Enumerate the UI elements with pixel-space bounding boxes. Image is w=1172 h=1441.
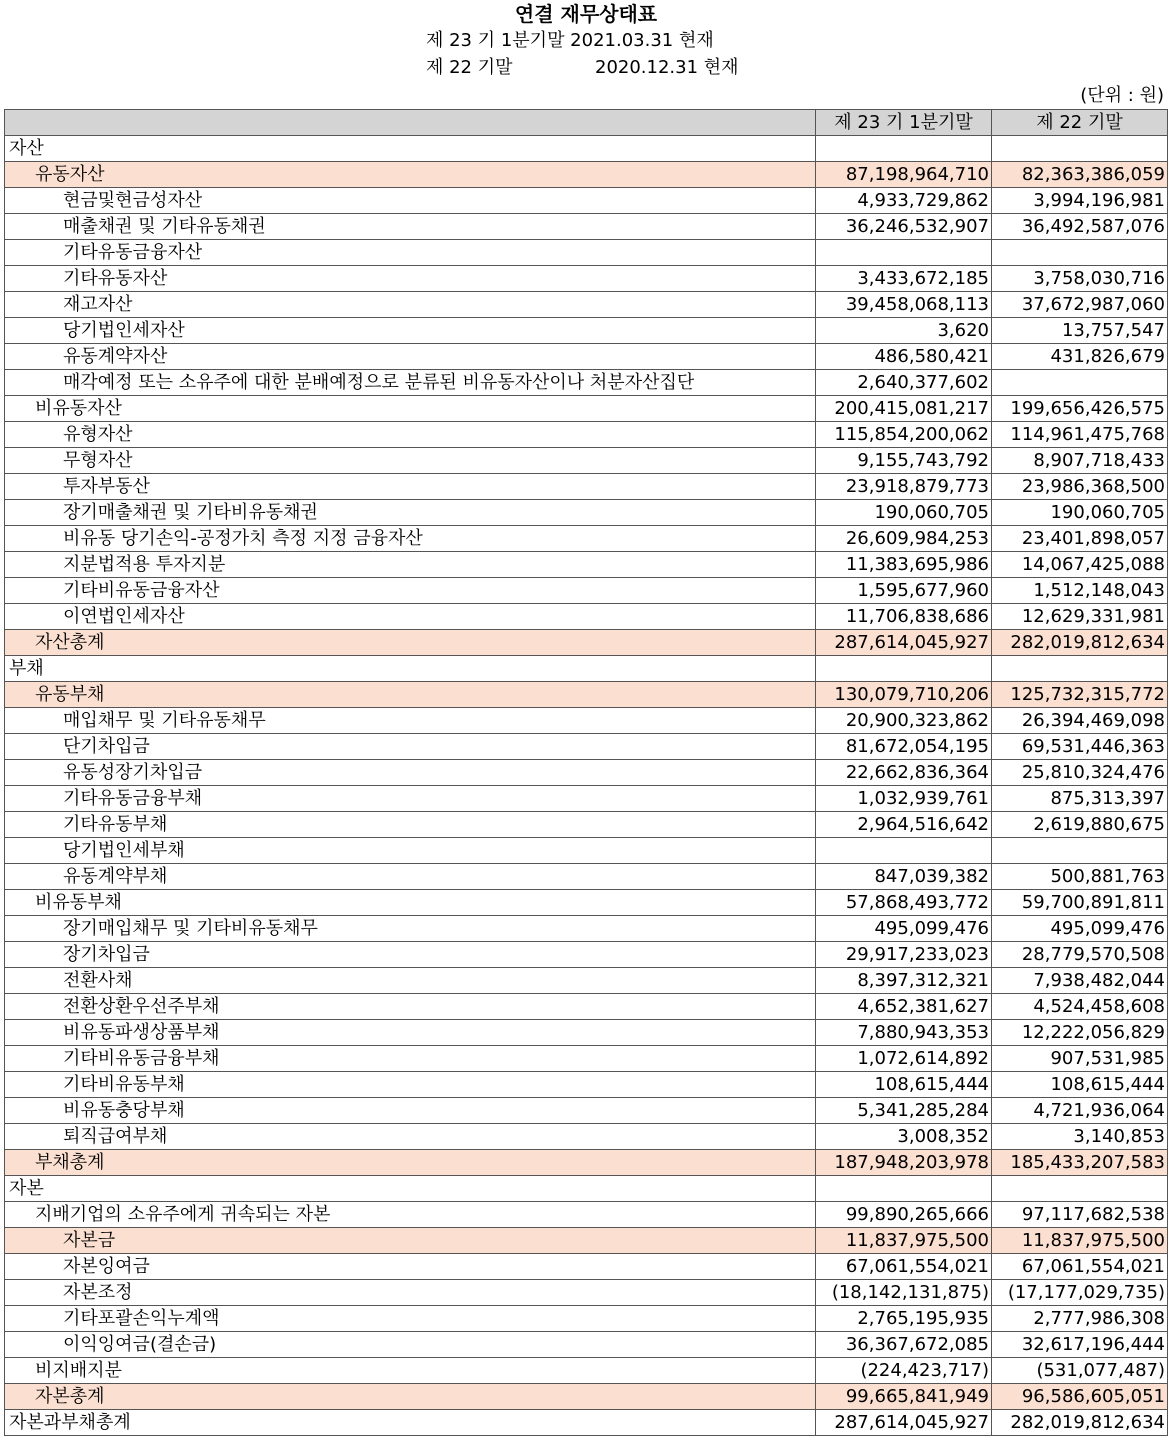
- current-period-value: [816, 838, 992, 864]
- table-row: [5, 812, 1168, 838]
- current-period-value: 99,890,265,666: [816, 1202, 992, 1228]
- current-period-value: 4,933,729,862: [816, 188, 992, 214]
- current-period-value: 287,614,045,927: [816, 1410, 992, 1436]
- prior-period-value: 282,019,812,634: [992, 1410, 1168, 1436]
- period-current: 제 23 기 1분기말 2021.03.31 현재: [426, 30, 714, 51]
- account-label: 기타비유동부채: [5, 1072, 816, 1098]
- table-row: [5, 838, 1168, 864]
- account-label: 유동자산: [5, 162, 816, 188]
- account-label: 부채: [5, 656, 816, 682]
- account-label: 기타포괄손익누계액: [5, 1306, 816, 1332]
- table-row: [5, 1202, 1168, 1228]
- prior-period-value: 907,531,985: [992, 1046, 1168, 1072]
- account-label: 자본총계: [5, 1384, 816, 1410]
- account-label: 재고자산: [5, 292, 816, 318]
- header-row: [5, 110, 1168, 136]
- account-label: 부채총계: [5, 1150, 816, 1176]
- table-row: [5, 1150, 1168, 1176]
- table-row: [5, 1358, 1168, 1384]
- current-period-value: [816, 1176, 992, 1202]
- table-row: [5, 630, 1168, 656]
- prior-period-value: 67,061,554,021: [992, 1254, 1168, 1280]
- current-period-value: 2,964,516,642: [816, 812, 992, 838]
- prior-period-value: 36,492,587,076: [992, 214, 1168, 240]
- table-row: [5, 994, 1168, 1020]
- table-row: [5, 890, 1168, 916]
- prior-period-value: 875,313,397: [992, 786, 1168, 812]
- table-row: [5, 370, 1168, 396]
- prior-period-value: (17,177,029,735): [992, 1280, 1168, 1306]
- prior-period-value: [992, 838, 1168, 864]
- table-row: [5, 760, 1168, 786]
- account-label: 자본잉여금: [5, 1254, 816, 1280]
- account-label: 기타비유동금융부채: [5, 1046, 816, 1072]
- account-label: 전환사채: [5, 968, 816, 994]
- prior-period-value: 185,433,207,583: [992, 1150, 1168, 1176]
- account-label: 장기차입금: [5, 942, 816, 968]
- prior-period-value: 7,938,482,044: [992, 968, 1168, 994]
- current-period-value: 67,061,554,021: [816, 1254, 992, 1280]
- table-row: [5, 214, 1168, 240]
- account-label: 단기차입금: [5, 734, 816, 760]
- account-label: 기타비유동금융자산: [5, 578, 816, 604]
- table-row: [5, 500, 1168, 526]
- account-label: 자본과부채총계: [5, 1410, 816, 1436]
- prior-period-value: 32,617,196,444: [992, 1332, 1168, 1358]
- header-current-period: 제 23 기 1분기말: [816, 110, 992, 136]
- table-row: [5, 344, 1168, 370]
- prior-period-value: [992, 240, 1168, 266]
- account-label: 비유동 당기손익-공정가치 측정 지정 금융자산: [5, 526, 816, 552]
- current-period-value: 130,079,710,206: [816, 682, 992, 708]
- prior-period-value: 28,779,570,508: [992, 942, 1168, 968]
- prior-period-value: 69,531,446,363: [992, 734, 1168, 760]
- current-period-value: 5,341,285,284: [816, 1098, 992, 1124]
- account-label: 당기법인세부채: [5, 838, 816, 864]
- current-period-value: 187,948,203,978: [816, 1150, 992, 1176]
- account-label: 무형자산: [5, 448, 816, 474]
- current-period-value: [816, 240, 992, 266]
- account-label: 지분법적용 투자지분: [5, 552, 816, 578]
- current-period-value: 2,765,195,935: [816, 1306, 992, 1332]
- prior-period-value: 26,394,469,098: [992, 708, 1168, 734]
- account-label: 매각예정 또는 소유주에 대한 분배예정으로 분류된 비유동자산이나 처분자산집단: [5, 370, 816, 396]
- current-period-value: 115,854,200,062: [816, 422, 992, 448]
- account-label: 자본: [5, 1176, 816, 1202]
- table-row: [5, 656, 1168, 682]
- prior-period-value: 23,401,898,057: [992, 526, 1168, 552]
- current-period-value: 847,039,382: [816, 864, 992, 890]
- table-row: [5, 396, 1168, 422]
- table-row: [5, 1254, 1168, 1280]
- table-row: [5, 916, 1168, 942]
- account-label: 당기법인세자산: [5, 318, 816, 344]
- table-row: [5, 1098, 1168, 1124]
- account-label: 자본조정: [5, 1280, 816, 1306]
- current-period-value: 11,383,695,986: [816, 552, 992, 578]
- current-period-value: 486,580,421: [816, 344, 992, 370]
- table-row: [5, 552, 1168, 578]
- account-label: 장기매입채무 및 기타비유동채무: [5, 916, 816, 942]
- period-prior-label: 제 22 기말: [426, 57, 513, 78]
- current-period-value: 3,433,672,185: [816, 266, 992, 292]
- current-period-value: 11,837,975,500: [816, 1228, 992, 1254]
- current-period-value: 1,032,939,761: [816, 786, 992, 812]
- prior-period-value: 13,757,547: [992, 318, 1168, 344]
- current-period-value: 3,620: [816, 318, 992, 344]
- prior-period-value: 108,615,444: [992, 1072, 1168, 1098]
- current-period-value: 99,665,841,949: [816, 1384, 992, 1410]
- table-row: [5, 448, 1168, 474]
- prior-period-value: [992, 136, 1168, 162]
- account-label: 유형자산: [5, 422, 816, 448]
- table-row: [5, 526, 1168, 552]
- prior-period-value: 199,656,426,575: [992, 396, 1168, 422]
- table-row: [5, 1124, 1168, 1150]
- prior-period-value: 23,986,368,500: [992, 474, 1168, 500]
- current-period-value: 190,060,705: [816, 500, 992, 526]
- prior-period-value: 12,222,056,829: [992, 1020, 1168, 1046]
- prior-period-value: 500,881,763: [992, 864, 1168, 890]
- prior-period-value: 97,117,682,538: [992, 1202, 1168, 1228]
- period-prior-date: 2020.12.31 현재: [595, 57, 739, 78]
- table-row: [5, 266, 1168, 292]
- account-label: 자본금: [5, 1228, 816, 1254]
- account-label: 기타유동자산: [5, 266, 816, 292]
- current-period-value: 9,155,743,792: [816, 448, 992, 474]
- table-row: [5, 474, 1168, 500]
- account-label: 비유동자산: [5, 396, 816, 422]
- prior-period-value: 3,758,030,716: [992, 266, 1168, 292]
- prior-period-value: 14,067,425,088: [992, 552, 1168, 578]
- table-row: [5, 318, 1168, 344]
- prior-period-value: 282,019,812,634: [992, 630, 1168, 656]
- balance-sheet-table: [4, 109, 1168, 1436]
- account-label: 비지배지분: [5, 1358, 816, 1384]
- account-label: 투자부동산: [5, 474, 816, 500]
- table-row: [5, 240, 1168, 266]
- table-row: [5, 786, 1168, 812]
- current-period-value: 4,652,381,627: [816, 994, 992, 1020]
- prior-period-value: [992, 656, 1168, 682]
- table-row: [5, 942, 1168, 968]
- prior-period-value: 3,994,196,981: [992, 188, 1168, 214]
- header-account: [5, 110, 816, 136]
- prior-period-value: 82,363,386,059: [992, 162, 1168, 188]
- table-row: [5, 604, 1168, 630]
- current-period-value: [816, 656, 992, 682]
- current-period-value: 22,662,836,364: [816, 760, 992, 786]
- account-label: 지배기업의 소유주에게 귀속되는 자본: [5, 1202, 816, 1228]
- table-row: [5, 1384, 1168, 1410]
- table-row: [5, 1176, 1168, 1202]
- account-label: 전환상환우선주부채: [5, 994, 816, 1020]
- table-row: [5, 682, 1168, 708]
- prior-period-value: 2,777,986,308: [992, 1306, 1168, 1332]
- table-row: [5, 292, 1168, 318]
- prior-period-value: 431,826,679: [992, 344, 1168, 370]
- table-row: [5, 1280, 1168, 1306]
- prior-period-value: 2,619,880,675: [992, 812, 1168, 838]
- account-label: 매출채권 및 기타유동채권: [5, 214, 816, 240]
- prior-period-value: 12,629,331,981: [992, 604, 1168, 630]
- account-label: 유동계약자산: [5, 344, 816, 370]
- prior-period-value: 37,672,987,060: [992, 292, 1168, 318]
- table-row: [5, 578, 1168, 604]
- account-label: 자산총계: [5, 630, 816, 656]
- table-row: [5, 422, 1168, 448]
- current-period-value: 1,072,614,892: [816, 1046, 992, 1072]
- current-period-value: 11,706,838,686: [816, 604, 992, 630]
- account-label: 유동계약부채: [5, 864, 816, 890]
- prior-period-value: 3,140,853: [992, 1124, 1168, 1150]
- current-period-value: 108,615,444: [816, 1072, 992, 1098]
- table-row: [5, 864, 1168, 890]
- current-period-value: 57,868,493,772: [816, 890, 992, 916]
- table-row: [5, 1072, 1168, 1098]
- account-label: 기타유동금융부채: [5, 786, 816, 812]
- table-row: [5, 1332, 1168, 1358]
- current-period-value: 29,917,233,023: [816, 942, 992, 968]
- table-row: [5, 708, 1168, 734]
- prior-period-value: 59,700,891,811: [992, 890, 1168, 916]
- current-period-value: 3,008,352: [816, 1124, 992, 1150]
- current-period-value: [816, 136, 992, 162]
- account-label: 퇴직급여부채: [5, 1124, 816, 1150]
- prior-period-value: 4,721,936,064: [992, 1098, 1168, 1124]
- current-period-value: 20,900,323,862: [816, 708, 992, 734]
- table-row: [5, 1306, 1168, 1332]
- current-period-value: 36,367,672,085: [816, 1332, 992, 1358]
- prior-period-value: [992, 1176, 1168, 1202]
- table-row: [5, 1410, 1168, 1436]
- table-row: [5, 734, 1168, 760]
- current-period-value: 1,595,677,960: [816, 578, 992, 604]
- account-label: 비유동파생상품부채: [5, 1020, 816, 1046]
- account-label: 비유동부채: [5, 890, 816, 916]
- header-prior-period: 제 22 기말: [992, 110, 1168, 136]
- current-period-value: 87,198,964,710: [816, 162, 992, 188]
- table-row: [5, 162, 1168, 188]
- account-label: 이익잉여금(결손금): [5, 1332, 816, 1358]
- prior-period-value: [992, 370, 1168, 396]
- current-period-value: 7,880,943,353: [816, 1020, 992, 1046]
- account-label: 매입채무 및 기타유동채무: [5, 708, 816, 734]
- account-label: 현금및현금성자산: [5, 188, 816, 214]
- current-period-value: 200,415,081,217: [816, 396, 992, 422]
- table-body: [5, 136, 1168, 1436]
- prior-period-value: 11,837,975,500: [992, 1228, 1168, 1254]
- prior-period-value: 8,907,718,433: [992, 448, 1168, 474]
- prior-period-value: 96,586,605,051: [992, 1384, 1168, 1410]
- table-row: [5, 1020, 1168, 1046]
- account-label: 기타유동금융자산: [5, 240, 816, 266]
- current-period-value: 495,099,476: [816, 916, 992, 942]
- current-period-value: 39,458,068,113: [816, 292, 992, 318]
- current-period-value: 2,640,377,602: [816, 370, 992, 396]
- account-label: 비유동충당부채: [5, 1098, 816, 1124]
- account-label: 자산: [5, 136, 816, 162]
- current-period-value: 36,246,532,907: [816, 214, 992, 240]
- account-label: 유동성장기차입금: [5, 760, 816, 786]
- current-period-value: (224,423,717): [816, 1358, 992, 1384]
- table-row: [5, 188, 1168, 214]
- prior-period-value: 125,732,315,772: [992, 682, 1168, 708]
- account-label: 기타유동부채: [5, 812, 816, 838]
- table-row: [5, 136, 1168, 162]
- current-period-value: (18,142,131,875): [816, 1280, 992, 1306]
- table-row: [5, 968, 1168, 994]
- current-period-value: 8,397,312,321: [816, 968, 992, 994]
- prior-period-value: 1,512,148,043: [992, 578, 1168, 604]
- account-label: 장기매출채권 및 기타비유동채권: [5, 500, 816, 526]
- account-label: 유동부채: [5, 682, 816, 708]
- table-row: [5, 1046, 1168, 1072]
- prior-period-value: 190,060,705: [992, 500, 1168, 526]
- account-label: 이연법인세자산: [5, 604, 816, 630]
- unit-label: (단위 : 원): [1080, 85, 1164, 106]
- current-period-value: 26,609,984,253: [816, 526, 992, 552]
- statement-title: 연결 재무상태표: [514, 2, 658, 26]
- prior-period-value: 495,099,476: [992, 916, 1168, 942]
- prior-period-value: 25,810,324,476: [992, 760, 1168, 786]
- prior-period-value: (531,077,487): [992, 1358, 1168, 1384]
- prior-period-value: 114,961,475,768: [992, 422, 1168, 448]
- table-row: [5, 1228, 1168, 1254]
- prior-period-value: 4,524,458,608: [992, 994, 1168, 1020]
- current-period-value: 287,614,045,927: [816, 630, 992, 656]
- current-period-value: 23,918,879,773: [816, 474, 992, 500]
- current-period-value: 81,672,054,195: [816, 734, 992, 760]
